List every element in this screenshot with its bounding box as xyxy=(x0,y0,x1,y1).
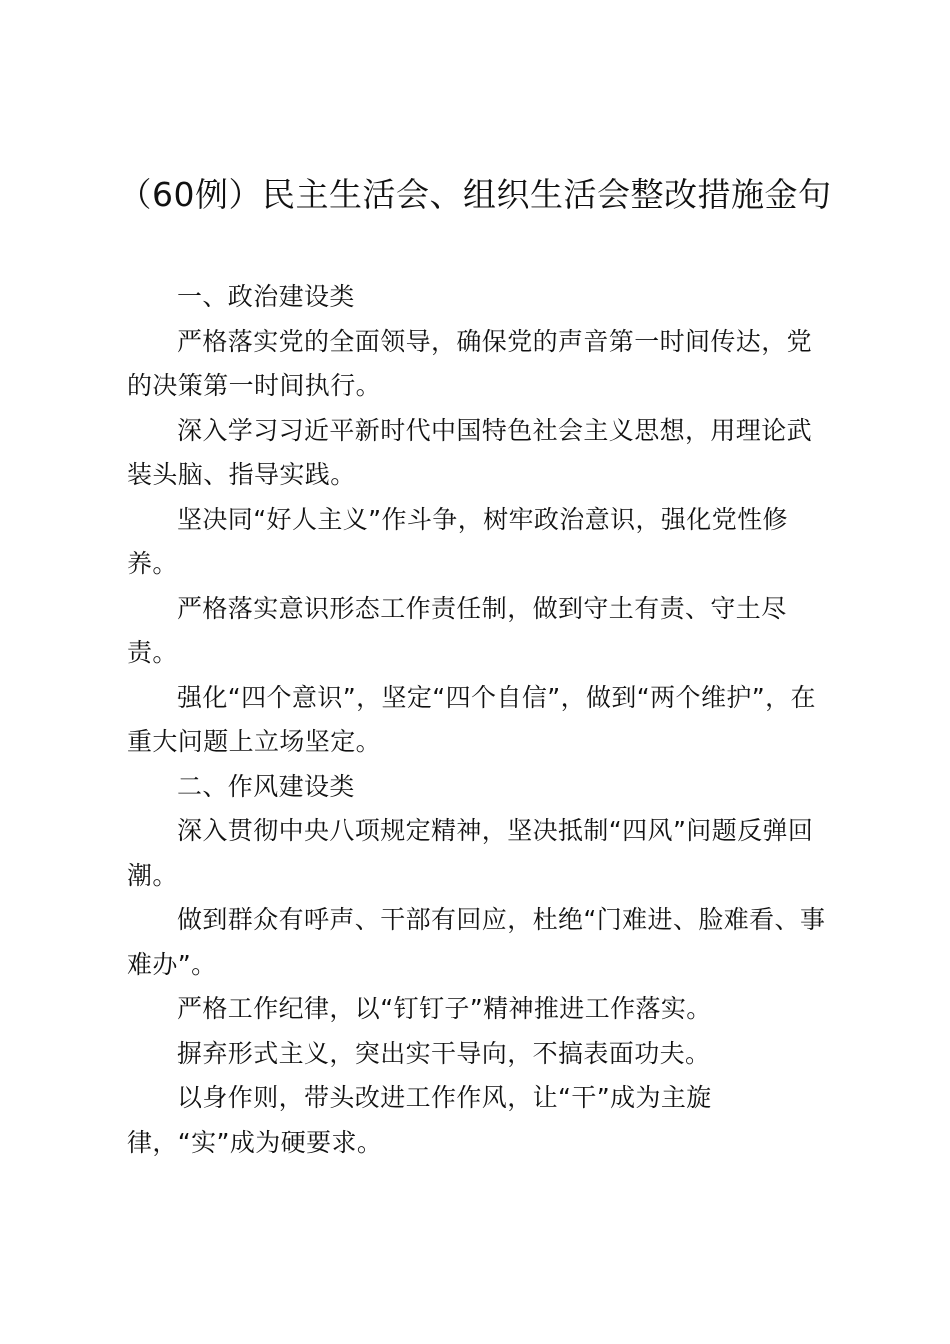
paragraph: 做到群众有呼声、干部有回应，杜绝“门难进、脸难看、事难办”。 xyxy=(127,905,826,979)
paragraph: 深入贯彻中央八项规定精神，坚决抵制“四风”问题反弹回潮。 xyxy=(127,816,814,890)
paragraph: 强化“四个意识”，坚定“四个自信”，做到“两个维护”，在重大问题上立场坚定。 xyxy=(127,682,816,756)
paragraph: 摒弃形式主义，突出实干导向，不搞表面功夫。 xyxy=(177,1038,711,1068)
document-title: （60例）民主生活会、组织生活会整改措施金句 xyxy=(118,175,832,214)
paragraph: 严格落实党的全面领导，确保党的声音第一时间传达，党的决策第一时间执行。 xyxy=(127,326,813,400)
section-heading-work-style: 二、作风建设类 xyxy=(177,771,355,801)
paragraph: 严格工作纪律，以“钉钉子”精神推进工作落实。 xyxy=(177,994,712,1023)
paragraph: 深入学习习近平新时代中国特色社会主义思想，用理论武装头脑、指导实践。 xyxy=(127,415,813,489)
section-heading-political: 一、政治建设类 xyxy=(177,282,355,311)
document-body xyxy=(127,275,833,1165)
paragraph: 严格落实意识形态工作责任制，做到守土有责、守土尽责。 xyxy=(127,593,787,667)
paragraph: 坚决同“好人主义”作斗争，树牢政治意识，强化党性修养。 xyxy=(127,504,788,578)
paragraph: 以身作则，带头改进工作作风，让“干”成为主旋律，“实”成为硬要求。 xyxy=(127,1083,712,1157)
